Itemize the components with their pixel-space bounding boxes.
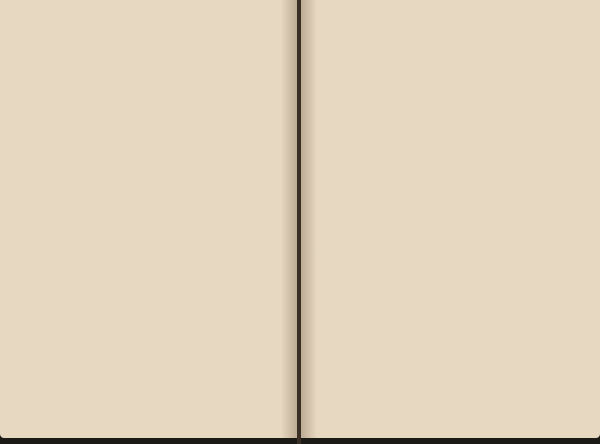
left-page	[0, 0, 297, 438]
gutter-shadow-left	[281, 0, 297, 438]
gutter-shadow-right	[301, 0, 317, 438]
right-page	[301, 0, 600, 438]
